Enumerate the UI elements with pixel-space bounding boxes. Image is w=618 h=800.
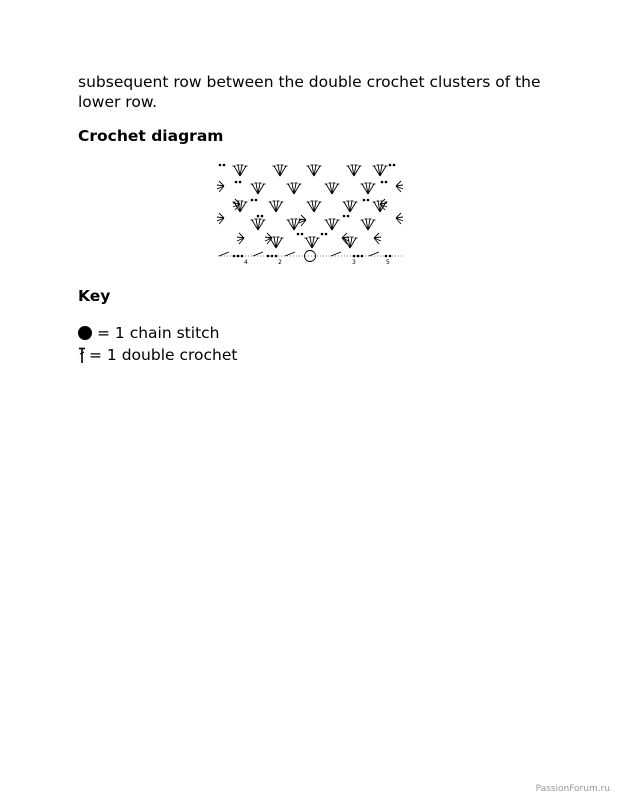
shell-stitch-mark [361, 183, 376, 194]
shell-stitch-mark [307, 165, 322, 176]
chain-dot-mark [385, 255, 388, 258]
side-shell-stitch-mark [237, 233, 244, 244]
shell-stitch-mark [343, 201, 358, 212]
chain-dot-mark [261, 215, 264, 218]
chain-dot-mark [267, 255, 270, 258]
chain-dot-mark [297, 233, 300, 236]
chain-dot-mark [343, 215, 346, 218]
chain-dot-mark [235, 181, 238, 184]
key-label-chain-stitch: = 1 chain stitch [97, 324, 220, 342]
chain-dot-mark [367, 199, 370, 202]
chain-dot-mark [275, 255, 278, 258]
chain-dot-mark [223, 164, 226, 167]
shell-stitch-mark [287, 219, 302, 230]
chain-dot-mark [301, 233, 304, 236]
chain-dot-mark [321, 233, 324, 236]
chain-dot-mark [347, 215, 350, 218]
chain-dot-mark [233, 255, 236, 258]
chain-dot-mark [393, 164, 396, 167]
chain-dot-mark [239, 181, 242, 184]
chain-dot-mark [271, 255, 274, 258]
key-item-chain-stitch [78, 322, 237, 344]
chain-dot-mark [251, 199, 254, 202]
side-shell-stitch-mark [374, 233, 381, 244]
chain-dot-mark [357, 255, 360, 258]
chain-dot-mark [219, 164, 222, 167]
side-shell-stitch-mark [396, 213, 403, 224]
chain-dot-mark [241, 255, 244, 258]
crochet-diagram [214, 160, 406, 266]
row-number-label: 5 [386, 259, 390, 266]
chain-dot-mark [255, 199, 258, 202]
chain-dot-mark [363, 199, 366, 202]
foundation-stitch-mark [369, 252, 379, 256]
row-number-label: 4 [244, 259, 248, 266]
shell-stitch-mark [269, 201, 284, 212]
chain-dot-mark [361, 255, 364, 258]
chain-dot-mark [381, 181, 384, 184]
chain-dot-mark [385, 181, 388, 184]
key-heading: Key [78, 287, 111, 305]
shell-stitch-mark [251, 183, 266, 194]
shell-stitch-mark [305, 237, 320, 248]
body-paragraph: subsequent row between the double crochet clusters of the lower row. [78, 73, 541, 111]
side-shell-stitch-mark [217, 181, 224, 192]
shell-stitch-mark [343, 237, 358, 248]
foundation-stitch-mark [331, 252, 341, 256]
crochet-diagram-heading: Crochet diagram [78, 127, 224, 145]
chain-dot-mark [389, 255, 392, 258]
shell-stitch-mark [287, 183, 302, 194]
chain-stitch-dot-icon [78, 326, 92, 340]
shell-stitch-mark [325, 219, 340, 230]
key-item-double-crochet [78, 344, 237, 366]
shell-stitch-mark [325, 183, 340, 194]
side-shell-stitch-mark [217, 213, 224, 224]
key-list [78, 322, 237, 366]
shell-stitch-mark [233, 165, 248, 176]
chain-dot-mark [389, 164, 392, 167]
foundation-stitch-mark [253, 252, 263, 256]
shell-stitch-mark [273, 165, 288, 176]
shell-stitch-mark [347, 165, 362, 176]
chain-dot-mark [237, 255, 240, 258]
row-number-label: 2 [278, 259, 282, 266]
watermark: PassionForum.ru [535, 784, 610, 794]
shell-stitch-mark [307, 201, 322, 212]
side-shell-stitch-mark [265, 233, 272, 244]
foundation-stitch-mark [285, 252, 295, 256]
chain-dot-mark [353, 255, 356, 258]
key-label-double-crochet: = 1 double crochet [89, 346, 238, 364]
double-crochet-icon [78, 347, 86, 363]
shell-stitch-mark [373, 165, 388, 176]
side-shell-stitch-mark [396, 181, 403, 192]
shell-stitch-mark [361, 219, 376, 230]
foundation-stitch-mark [219, 252, 229, 256]
chain-dot-mark [257, 215, 260, 218]
row-number-label: 3 [352, 259, 356, 266]
chain-dot-mark [325, 233, 328, 236]
shell-stitch-mark [251, 219, 266, 230]
magic-ring-mark [305, 251, 316, 262]
